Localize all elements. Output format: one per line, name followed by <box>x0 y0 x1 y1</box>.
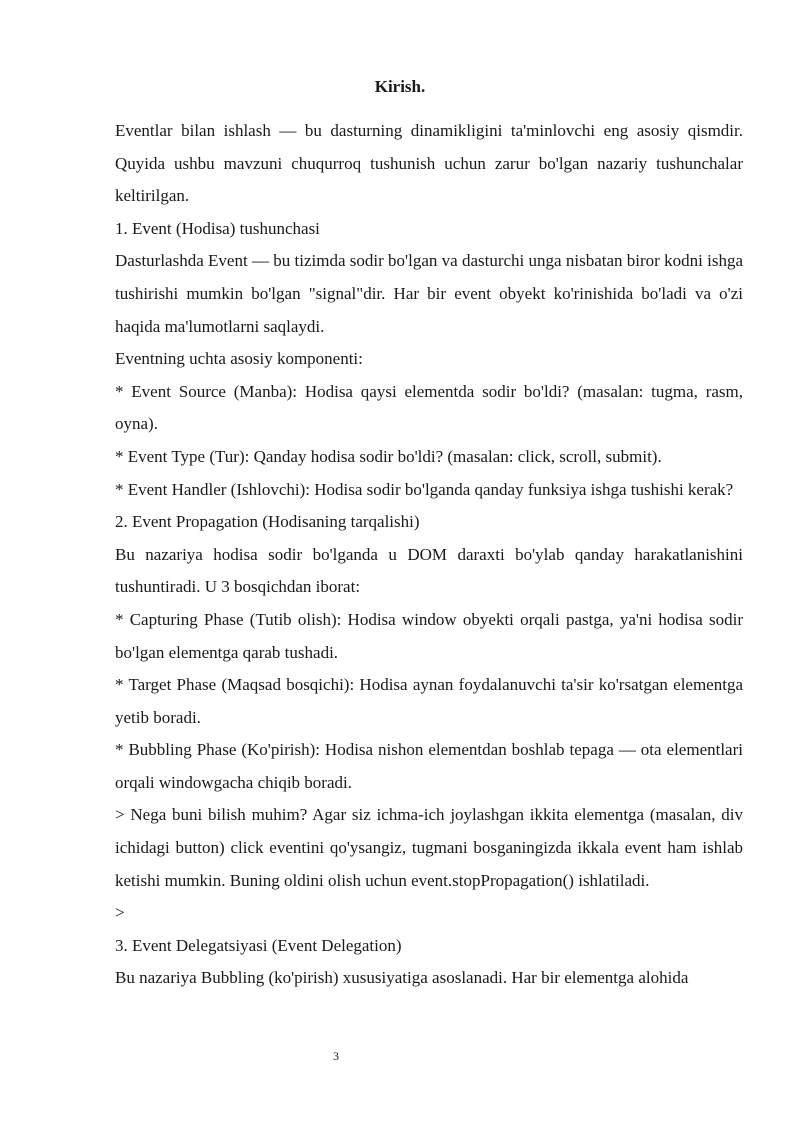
list-item-capturing-phase: * Capturing Phase (Tutib olish): Hodisa window obyekti orqali pastga, ya'ni hodisa sodir bo'lgan elementga qarab tushadi. <box>115 609 743 662</box>
intro-paragraph: Eventlar bilan ishlash — bu dasturning dinamikligini ta'minlovchi eng asosiy qismdir. Quyida ushbu mavzuni chuqurroq tushunish uchun zarur bo'lgan nazariy tushunchalar keltirilgan. <box>115 121 743 206</box>
blockquote-paragraph: > Nega buni bilish muhim? Agar siz ichma-ich joylashgan ikkita elementga (masalan, div ichidagi button) click eventini qo'ysangiz, tugmani bosganingizda ikkala event ham ishlab ketishi mumkin. Buning oldini olish uchun event.stopPropagation() ishlatiladi. <box>115 805 743 890</box>
section-heading-event: 1. Event (Hodisa) tushunchasi <box>115 218 320 238</box>
list-item-event-source: * Event Source (Manba): Hodisa qaysi elementda sodir bo'ldi? (masalan: tugma, rasm, oyna). <box>115 381 743 434</box>
propagation-paragraph: Bu nazariya hodisa sodir bo'lganda u DOM daraxti bo'ylab qanday harakatlanishini tushuntiradi. U 3 bosqichdan iborat: <box>115 544 743 597</box>
section-heading-propagation: 2. Event Propagation (Hodisaning tarqalishi) <box>115 512 420 532</box>
components-heading: Eventning uchta asosiy komponenti: <box>115 349 363 369</box>
event-definition-paragraph: Dasturlashda Event — bu tizimda sodir bo'lgan va dasturchi unga nisbatan biror kodni ishga tushirishi mumkin bo'lgan "signal"dir. Har bir event obyekt ko'rinishida bo'ladi va o'zi haqida ma'lumotlarni saqlaydi. <box>115 251 743 336</box>
list-item-target-phase: * Target Phase (Maqsad bosqichi): Hodisa aynan foydalanuvchi ta'sir ko'rsatgan elementga yetib boradi. <box>115 675 743 727</box>
list-item-bubbling-phase: * Bubbling Phase (Ko'pirish): Hodisa nishon elementdan boshlab tepaga — ota elementlari orqali windowgacha chiqib boradi. <box>115 740 743 792</box>
section-heading-delegation: 3. Event Delegatsiyasi (Event Delegation) <box>115 935 402 955</box>
list-item-event-type: * Event Type (Tur): Qanday hodisa sodir bo'ldi? (masalan: click, scroll, submit). <box>115 446 662 466</box>
blockquote-end: > <box>115 903 125 923</box>
body-text <box>115 115 743 995</box>
delegation-paragraph: Bu nazariya Bubbling (ko'pirish) xususiyatiga asoslanadi. Har bir elementga alohida <box>115 968 689 988</box>
page-title: Kirish. <box>374 77 426 96</box>
page-number: 3 <box>333 1049 339 1063</box>
list-item-event-handler: * Event Handler (Ishlovchi): Hodisa sodir bo'lganda qanday funksiya ishga tushishi kerak? <box>115 479 734 499</box>
